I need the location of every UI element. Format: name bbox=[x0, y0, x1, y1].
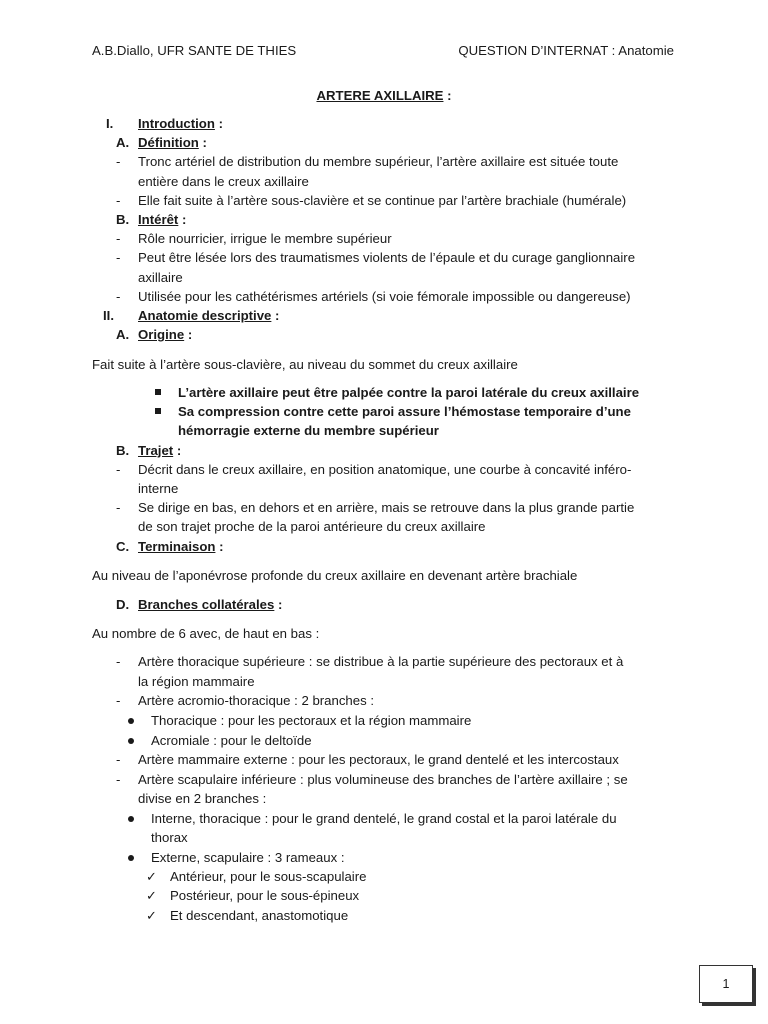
list-item-text: Se dirige en bas, en dehors et en arrière, mais se retrouve dans la plus grande partie bbox=[138, 500, 635, 515]
section-title: Introduction : bbox=[138, 116, 223, 131]
page-number: 1 bbox=[699, 965, 753, 1003]
sub-list-item bbox=[0, 848, 768, 868]
checkmark-icon: ✓ bbox=[146, 888, 157, 903]
list-item bbox=[0, 652, 768, 672]
list-item-continuation bbox=[0, 268, 768, 288]
list-item-text: Artère acromio-thoracique : 2 branches : bbox=[138, 693, 375, 708]
subsection-title: Définition : bbox=[138, 135, 207, 150]
subsection-heading-interet bbox=[0, 210, 768, 230]
dash-bullet: - bbox=[116, 231, 121, 246]
subsection-letter: B. bbox=[116, 443, 130, 458]
list-item-text: Artère mammaire externe : pour les pectoraux, le grand dentelé et les intercostaux bbox=[138, 752, 619, 767]
paragraph-text: Fait suite à l’artère sous-clavière, au niveau du sommet du creux axillaire bbox=[92, 357, 518, 372]
list-item-text: Utilisée pour les cathétérismes artériels (si voie fémorale impossible ou dangereuse) bbox=[138, 289, 631, 304]
subsection-letter: A. bbox=[116, 327, 130, 342]
paragraph-text: Au nombre de 6 avec, de haut en bas : bbox=[92, 626, 320, 641]
dash-bullet: - bbox=[116, 654, 121, 669]
check-item-text: Et descendant, anastomotique bbox=[170, 908, 349, 923]
section-numeral: II. bbox=[103, 308, 114, 323]
sub-list-item-text: Externe, scapulaire : 3 rameaux : bbox=[151, 850, 345, 865]
list-item-text: interne bbox=[138, 481, 179, 496]
title-suffix: : bbox=[443, 88, 452, 103]
subsection-heading-definition bbox=[0, 133, 768, 153]
list-item-text: Tronc artériel de distribution du membre supérieur, l’artère axillaire est située toute bbox=[138, 154, 619, 169]
subsection-heading-terminaison bbox=[0, 537, 768, 557]
list-item bbox=[0, 191, 768, 211]
list-item-continuation bbox=[0, 517, 768, 537]
list-item-continuation bbox=[0, 479, 768, 499]
subsection-title: Branches collatérales : bbox=[138, 597, 283, 612]
bold-list-item bbox=[0, 383, 768, 403]
subsection-letter: D. bbox=[116, 597, 130, 612]
dash-bullet: - bbox=[116, 500, 121, 515]
sub-list-item-continuation bbox=[0, 828, 768, 848]
dash-bullet: - bbox=[116, 772, 121, 787]
list-item bbox=[0, 152, 768, 172]
list-item-text: Elle fait suite à l’artère sous-clavière et se continue par l’artère brachiale (humérale) bbox=[138, 193, 627, 208]
paragraph bbox=[0, 566, 768, 586]
list-item-text: de son trajet proche de la paroi antérieure du creux axillaire bbox=[138, 519, 486, 534]
subsection-letter: C. bbox=[116, 539, 130, 554]
dash-bullet: - bbox=[116, 250, 121, 265]
check-list-item bbox=[0, 867, 768, 887]
round-bullet-icon bbox=[128, 816, 134, 822]
subsection-letter: B. bbox=[116, 212, 130, 227]
dash-bullet: - bbox=[116, 462, 121, 477]
subsection-heading-origine bbox=[0, 325, 768, 345]
subsection-title: Trajet : bbox=[138, 443, 182, 458]
section-title: Anatomie descriptive : bbox=[138, 308, 280, 323]
list-item-text: axillaire bbox=[138, 270, 183, 285]
list-item-continuation bbox=[0, 789, 768, 809]
title-text: ARTERE AXILLAIRE bbox=[316, 88, 444, 103]
list-item-text: la région mammaire bbox=[138, 674, 255, 689]
list-item-text: Décrit dans le creux axillaire, en position anatomique, une courbe à concavité inféro- bbox=[138, 462, 632, 477]
list-item-text: entière dans le creux axillaire bbox=[138, 174, 309, 189]
list-item bbox=[0, 229, 768, 249]
dash-bullet: - bbox=[116, 289, 121, 304]
subsection-title: Intérêt : bbox=[138, 212, 187, 227]
dash-bullet: - bbox=[116, 752, 121, 767]
list-item bbox=[0, 691, 768, 711]
header-author: A.B.Diallo, UFR SANTE DE THIES bbox=[92, 43, 297, 58]
checkmark-icon: ✓ bbox=[146, 908, 157, 923]
list-item-text: divise en 2 branches : bbox=[138, 791, 267, 806]
list-item-continuation bbox=[0, 172, 768, 192]
dash-bullet: - bbox=[116, 154, 121, 169]
list-item bbox=[0, 770, 768, 790]
section-numeral: I. bbox=[106, 116, 114, 131]
bold-list-item bbox=[0, 402, 768, 422]
paragraph bbox=[0, 355, 768, 375]
subsection-heading-trajet bbox=[0, 441, 768, 461]
square-bullet-icon bbox=[155, 408, 161, 414]
sub-list-item bbox=[0, 809, 768, 829]
list-item-text: Artère scapulaire inférieure : plus volumineuse des branches de l’artère axillaire ; se bbox=[138, 772, 628, 787]
paragraph-text: Au niveau de l’aponévrose profonde du creux axillaire en devenant artère brachiale bbox=[92, 568, 578, 583]
round-bullet-icon bbox=[128, 738, 134, 744]
list-item bbox=[0, 248, 768, 268]
check-item-text: Postérieur, pour le sous-épineux bbox=[170, 888, 360, 903]
subsection-letter: A. bbox=[116, 135, 130, 150]
bold-item-text: hémorragie externe du membre supérieur bbox=[178, 423, 439, 438]
bold-item-text: L’artère axillaire peut être palpée contre la paroi latérale du creux axillaire bbox=[178, 385, 640, 400]
list-item-text: Artère thoracique supérieure : se distribue à la partie supérieure des pectoraux et à bbox=[138, 654, 624, 669]
sub-list-item-text: Thoracique : pour les pectoraux et la région mammaire bbox=[151, 713, 472, 728]
round-bullet-icon bbox=[128, 718, 134, 724]
bold-item-text: Sa compression contre cette paroi assure l’hémostase temporaire d’une bbox=[178, 404, 631, 419]
list-item-text: Peut être lésée lors des traumatismes violents de l’épaule et du curage ganglionnaire bbox=[138, 250, 636, 265]
list-item bbox=[0, 460, 768, 480]
dash-bullet: - bbox=[116, 693, 121, 708]
list-item bbox=[0, 750, 768, 770]
paragraph bbox=[0, 624, 768, 644]
bold-list-item-continuation bbox=[0, 421, 768, 441]
subsection-title: Origine : bbox=[138, 327, 193, 342]
square-bullet-icon bbox=[155, 389, 161, 395]
checkmark-icon: ✓ bbox=[146, 869, 157, 884]
sub-list-item-text: thorax bbox=[151, 830, 188, 845]
subsection-title: Terminaison : bbox=[138, 539, 224, 554]
sub-list-item-text: Acromiale : pour le deltoïde bbox=[151, 733, 312, 748]
sub-list-item-text: Interne, thoracique : pour le grand dentelé, le grand costal et la paroi latérale du bbox=[151, 811, 617, 826]
section-heading-introduction bbox=[0, 114, 768, 134]
section-heading-anatomie bbox=[0, 306, 768, 326]
list-item bbox=[0, 498, 768, 518]
dash-bullet: - bbox=[116, 193, 121, 208]
list-item-text: Rôle nourricier, irrigue le membre supérieur bbox=[138, 231, 392, 246]
check-list-item bbox=[0, 906, 768, 926]
header-subject: QUESTION D’INTERNAT : Anatomie bbox=[458, 43, 674, 58]
check-list-item bbox=[0, 886, 768, 906]
sub-list-item bbox=[0, 711, 768, 731]
list-item bbox=[0, 287, 768, 307]
subsection-heading-branches bbox=[0, 595, 768, 615]
page-title bbox=[0, 88, 768, 103]
round-bullet-icon bbox=[128, 855, 134, 861]
sub-list-item bbox=[0, 731, 768, 751]
list-item-continuation bbox=[0, 672, 768, 692]
check-item-text: Antérieur, pour le sous-scapulaire bbox=[170, 869, 367, 884]
